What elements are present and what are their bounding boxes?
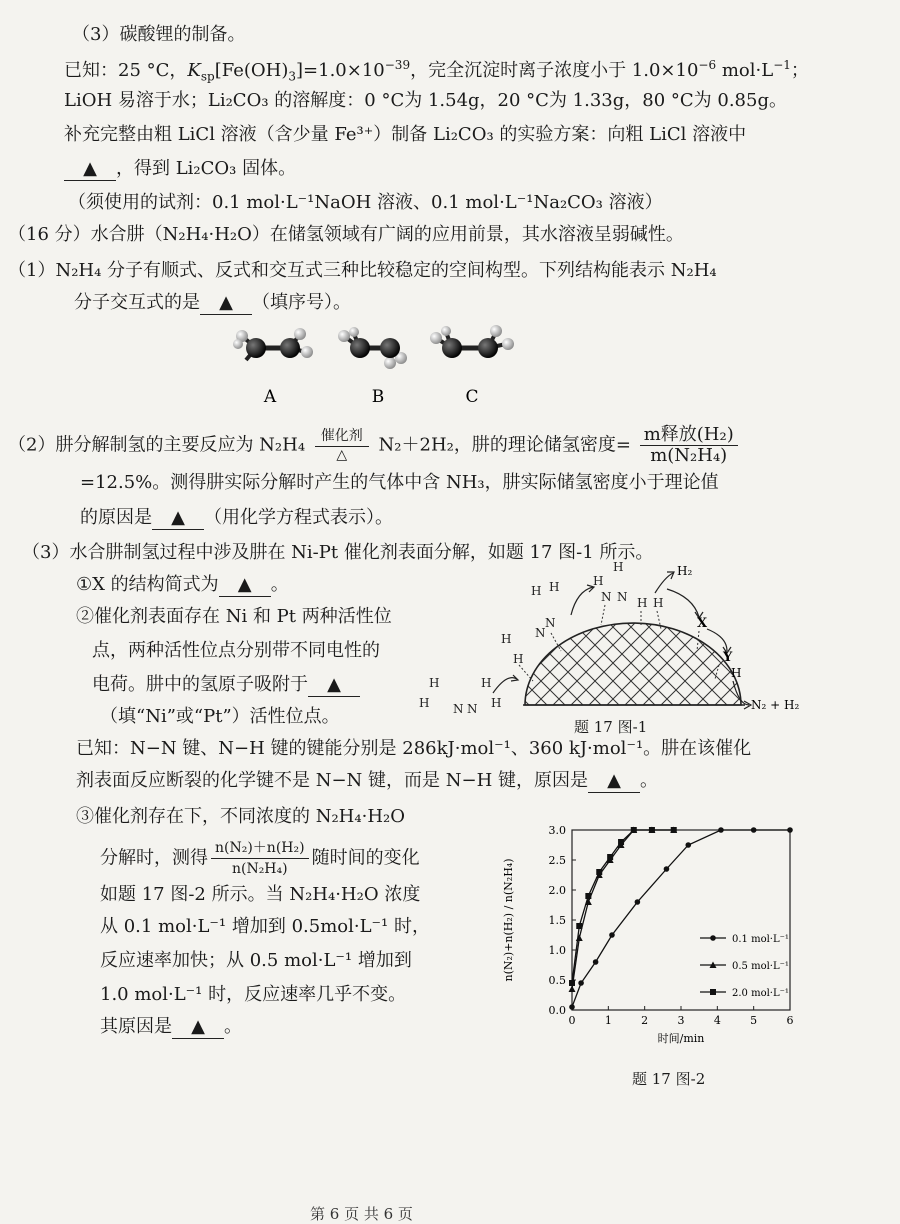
svg-text:H: H <box>481 676 492 690</box>
mol-label-b: B <box>371 387 385 407</box>
data-point <box>649 827 655 833</box>
intermediate-x: X <box>697 616 708 631</box>
data-point <box>569 986 576 993</box>
q17-part3-3-l4: 从 0.1 mol·L⁻¹ 增加到 0.5mol·L⁻¹ 时， <box>100 916 430 937</box>
y-tick-label: 1.5 <box>548 914 566 927</box>
y-tick-label: 2.0 <box>548 884 566 897</box>
molecule-b[interactable] <box>338 327 407 369</box>
data-point <box>578 980 584 986</box>
x-tick-label: 0 <box>568 1014 576 1027</box>
q17-part2-line1: （2）肼分解制氢的主要反应为 N₂H₄ 催化剂 △ N₂＋2H₂，肼的理论储氢密度= $\frac{\text{m释放(H₂)}}{\text{m(N₂H₄)}}$ <box>8 425 741 466</box>
data-point <box>596 869 602 875</box>
prep-heading: （3）碳酸锂的制备。 <box>72 24 246 45</box>
free-hydrazine <box>419 676 501 716</box>
data-point <box>787 827 793 833</box>
mol-label-a: A <box>263 387 277 407</box>
y-tick-label: 0.0 <box>548 1004 566 1017</box>
series-line <box>572 830 674 989</box>
svg-text:H: H <box>491 696 502 710</box>
svg-text:H: H <box>501 632 512 646</box>
ratio-fraction: $\frac{\text{n(N₂)＋n(H₂)}}{\text{n(N₂H₄)}}$ <box>211 838 309 879</box>
h2-label: H₂ <box>677 564 693 578</box>
answer-blank[interactable]: ▲ <box>219 574 271 597</box>
page-footer: 第 6 页 共 6 页 <box>310 1205 413 1223</box>
svg-text:H: H <box>593 574 604 588</box>
q17-part2-line3: 的原因是 ▲ （用化学方程式表示）。 <box>80 507 393 528</box>
data-point <box>710 935 716 941</box>
series-2 <box>569 827 677 986</box>
molecule-a[interactable] <box>233 328 313 360</box>
data-point <box>631 827 637 833</box>
y-tick-label: 2.5 <box>548 854 566 867</box>
data-point <box>685 842 691 848</box>
data-point <box>569 980 575 986</box>
x-tick-label: 1 <box>604 1014 612 1027</box>
data-point <box>751 827 757 833</box>
q17-intro: （16 分）水合肼（N₂H₄·H₂O）在储氢领域有广阔的应用前景，其水溶液呈弱碱性。 <box>8 224 684 245</box>
y-tick-label: 3.0 <box>548 824 566 837</box>
prep-task-line: 补充完整由粗 LiCl 溶液（含少量 Fe³⁺）制备 Li₂CO₃ 的实验方案：向粗 LiCl 溶液中 <box>64 124 747 145</box>
svg-text:N: N <box>545 616 556 630</box>
mol-label-c: C <box>465 387 479 407</box>
data-point <box>718 827 724 833</box>
data-point <box>635 899 641 905</box>
svg-text:H: H <box>531 584 542 598</box>
x-tick-label: 6 <box>786 1014 794 1027</box>
svg-text:H: H <box>731 666 742 680</box>
answer-blank[interactable]: ▲ <box>152 507 204 530</box>
q17-part3-2-l2: 点，两种活性位点分别带不同电性的 <box>92 640 380 661</box>
legend-label: 0.5 mol·L⁻¹ <box>732 961 789 972</box>
svg-text:N: N <box>453 702 464 716</box>
q17-part3-3-l6: 1.0 mol·L⁻¹ 时，反应速率几乎不变。 <box>100 984 407 1005</box>
q17-part3-3-l7: 其原因是 ▲ 。 <box>100 1016 242 1037</box>
data-point <box>607 854 613 860</box>
x-tick-label: 3 <box>677 1014 685 1027</box>
y-axis-label: n(N₂)+n(H₂) / n(N₂H₄) <box>502 858 515 982</box>
svg-text:H: H <box>637 596 648 610</box>
answer-blank[interactable]: ▲ <box>172 1016 224 1039</box>
answer-blank[interactable]: ▲ <box>200 292 252 315</box>
svg-text:N: N <box>601 590 612 604</box>
answer-blank[interactable]: ▲ <box>64 158 116 181</box>
products-label: N₂ + H₂ <box>751 698 800 712</box>
q17-part3-3-l5: 反应速率加快；从 0.5 mol·L⁻¹ 增加到 <box>100 950 412 971</box>
series-line <box>572 830 790 1007</box>
legend-label: 0.1 mol·L⁻¹ <box>732 934 789 945</box>
series-0 <box>569 827 793 1010</box>
x-axis-label: 时间/min <box>657 1032 705 1045</box>
x-tick-label: 5 <box>750 1014 758 1027</box>
reagents-line: （须使用的试剂：0.1 mol·L⁻¹NaOH 溶液、0.1 mol·L⁻¹Na₂CO₃ 溶液） <box>68 192 663 213</box>
q17-part3-3-l1: ③催化剂存在下，不同浓度的 N₂H₄·H₂O <box>76 806 405 827</box>
svg-text:N: N <box>617 590 628 604</box>
data-point <box>585 893 591 899</box>
molecule-c[interactable] <box>430 325 514 358</box>
solubility-line: LiOH 易溶于水；Li₂CO₃ 的溶解度：0 °C为 1.54g，20 °C为 1.33g，80 °C为 0.85g。 <box>64 90 787 111</box>
svg-text:H: H <box>429 676 440 690</box>
svg-text:H: H <box>513 652 524 666</box>
data-point <box>664 866 670 872</box>
y-tick-label: 1.0 <box>548 944 566 957</box>
svg-text:N: N <box>467 702 478 716</box>
q17-part3-2-l6: 剂表面反应断裂的化学键不是 N−N 键，而是 N−H 键，原因是 ▲ 。 <box>76 770 658 791</box>
data-point <box>671 827 677 833</box>
reaction-arrow: 催化剂 △ <box>315 429 369 463</box>
q17-part3-1: ①X 的结构简式为 ▲ 。 <box>76 574 289 595</box>
plot-frame <box>572 830 790 1010</box>
legend-label: 2.0 mol·L⁻¹ <box>732 988 789 999</box>
ksp-given-line: 已知：25 °C，$K_{sp}[Fe(OH)_3]=1.0\times 10^{-39}$，完全沉淀时离子浓度小于 $1.0\times 10^{-6}$ $mol\cdot L^{-1}$； <box>64 58 809 84</box>
q17-part3-2-l4: （填“Ni”或“Pt”）活性位点。 <box>100 706 340 727</box>
catalyst-surface-diagram <box>415 555 805 735</box>
storage-density-fraction: $\frac{\text{m释放(H₂)}}{\text{m(N₂H₄)}}$ <box>640 425 738 466</box>
catalyst-dome <box>525 623 741 705</box>
q17-part3-intro: （3）水合肼制氢过程中涉及肼在 Ni-Pt 催化剂表面分解，如题 17 图-1 所示。 <box>22 542 654 563</box>
q17-part2-line2: =12.5%。测得肼实际分解时产生的气体中含 NH₃，肼实际储氢密度小于理论值 <box>80 472 719 493</box>
q17-part3-2-l3: 电荷。肼中的氢原子吸附于 ▲ <box>92 672 360 698</box>
n2h4-conformers <box>220 320 530 410</box>
svg-text:H: H <box>549 580 560 594</box>
svg-text:N: N <box>535 626 546 640</box>
decomposition-chart <box>490 810 810 1065</box>
data-point <box>576 923 582 929</box>
intermediate-y: Y <box>723 650 733 665</box>
svg-text:H: H <box>653 596 664 610</box>
q17-part3-2-l1: ②催化剂表面存在 Ni 和 Pt 两种活性位 <box>76 606 392 627</box>
data-point <box>569 1004 575 1010</box>
svg-text:H: H <box>613 560 624 574</box>
data-point <box>710 989 716 995</box>
x-tick-label: 4 <box>713 1014 721 1027</box>
q17-part3-3-l3: 如题 17 图-2 所示。当 N₂H₄·H₂O 浓度 <box>100 884 421 905</box>
y-tick-label: 0.5 <box>548 974 566 987</box>
figure2-caption: 题 17 图-2 <box>632 1070 706 1088</box>
adsorbed-hydrazine-top <box>593 560 663 610</box>
q17-part3-2-l5: 已知：N−N 键、N−H 键的键能分别是 286kJ·mol⁻¹、360 kJ·mol⁻¹。肼在该催化 <box>76 738 752 759</box>
data-point <box>576 935 583 942</box>
answer-blank[interactable]: ▲ <box>588 770 640 793</box>
answer-blank[interactable]: ▲ <box>308 674 360 697</box>
svg-text:H: H <box>419 696 430 710</box>
q17-part1-line2: 分子交互式的是 ▲ （填序号）。 <box>74 292 351 313</box>
prep-answer-line: ▲ ，得到 Li₂CO₃ 固体。 <box>64 156 296 182</box>
q17-part3-3-l2: 分解时，测得 $\frac{\text{n(N₂)＋n(H₂)}}{\text{n(N₂H₄)}}$ 随时间的变化 <box>100 840 420 877</box>
figure1-caption: 题 17 图-1 <box>574 718 648 736</box>
data-point <box>609 932 615 938</box>
x-tick-label: 2 <box>641 1014 649 1027</box>
data-point <box>593 959 599 965</box>
q17-part1-line1: （1）N₂H₄ 分子有顺式、反式和交互式三种比较稳定的空间构型。下列结构能表示 N₂H₄ <box>8 260 717 281</box>
data-point <box>618 839 624 845</box>
